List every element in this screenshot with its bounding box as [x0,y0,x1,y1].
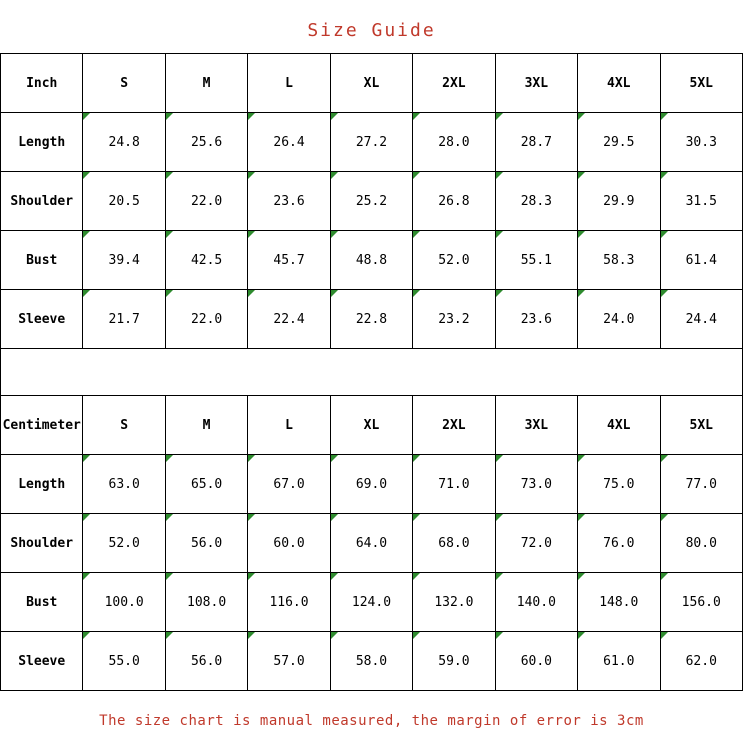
cell-inch-bust-5xl: 61.4 [660,231,743,290]
page-title: Size Guide [307,20,436,41]
row-label-shoulder: Shoulder [1,514,83,573]
cell-cm-length-2xl: 71.0 [413,455,495,514]
cell-cm-shoulder-s: 52.0 [83,514,165,573]
cell-inch-sleeve-m: 22.0 [165,290,247,349]
cell-inch-sleeve-2xl: 23.2 [413,290,495,349]
cell-cm-length-4xl: 75.0 [578,455,660,514]
cell-inch-shoulder-l: 23.6 [248,172,330,231]
row-label-length: Length [1,455,83,514]
size-header-s: S [83,396,165,455]
cell-inch-shoulder-2xl: 26.8 [413,172,495,231]
cell-cm-length-xl: 69.0 [330,455,412,514]
table-row [1,290,743,349]
table-separator [0,349,743,395]
size-table-centimeter [0,395,743,691]
cell-cm-bust-l: 116.0 [248,573,330,632]
size-header-5xl: 5XL [660,54,743,113]
size-header-m: M [165,396,247,455]
cell-cm-sleeve-xl: 58.0 [330,632,412,691]
size-header-2xl: 2XL [413,396,495,455]
unit-label-inch: Inch [1,54,83,113]
size-header-l: L [248,54,330,113]
cell-cm-bust-2xl: 132.0 [413,573,495,632]
row-label-sleeve: Sleeve [1,290,83,349]
cell-inch-bust-2xl: 52.0 [413,231,495,290]
table-row [1,514,743,573]
cell-inch-shoulder-s: 20.5 [83,172,165,231]
cell-cm-shoulder-m: 56.0 [165,514,247,573]
cell-cm-bust-m: 108.0 [165,573,247,632]
size-header-s: S [83,54,165,113]
cell-cm-sleeve-s: 55.0 [83,632,165,691]
cell-inch-bust-4xl: 58.3 [578,231,660,290]
size-header-3xl: 3XL [495,396,577,455]
cell-cm-shoulder-xl: 64.0 [330,514,412,573]
cell-cm-bust-4xl: 148.0 [578,573,660,632]
cell-inch-shoulder-m: 22.0 [165,172,247,231]
cell-cm-sleeve-5xl: 62.0 [660,632,743,691]
cell-cm-length-m: 65.0 [165,455,247,514]
table-row [1,573,743,632]
cell-inch-bust-3xl: 55.1 [495,231,577,290]
size-header-3xl: 3XL [495,54,577,113]
unit-label-centimeter: Centimeter [1,396,83,455]
cell-cm-length-3xl: 73.0 [495,455,577,514]
row-label-bust: Bust [1,573,83,632]
cell-inch-length-m: 25.6 [165,113,247,172]
cell-cm-shoulder-4xl: 76.0 [578,514,660,573]
size-table-inch [0,53,743,349]
cell-inch-length-l: 26.4 [248,113,330,172]
cell-inch-sleeve-3xl: 23.6 [495,290,577,349]
cell-inch-shoulder-5xl: 31.5 [660,172,743,231]
cell-inch-bust-l: 45.7 [248,231,330,290]
cell-inch-length-4xl: 29.5 [578,113,660,172]
cell-cm-sleeve-4xl: 61.0 [578,632,660,691]
cell-cm-sleeve-m: 56.0 [165,632,247,691]
cell-cm-length-l: 67.0 [248,455,330,514]
size-header-4xl: 4XL [578,396,660,455]
table-row [1,231,743,290]
row-label-length: Length [1,113,83,172]
size-header-xl: XL [330,54,412,113]
cell-cm-shoulder-2xl: 68.0 [413,514,495,573]
size-header-xl: XL [330,396,412,455]
cell-cm-shoulder-l: 60.0 [248,514,330,573]
size-header-4xl: 4XL [578,54,660,113]
table-row [1,113,743,172]
table-row [1,54,743,113]
cell-cm-length-5xl: 77.0 [660,455,743,514]
cell-cm-length-s: 63.0 [83,455,165,514]
cell-inch-length-3xl: 28.7 [495,113,577,172]
cell-inch-sleeve-l: 22.4 [248,290,330,349]
cell-inch-length-xl: 27.2 [330,113,412,172]
table-row [1,172,743,231]
cell-cm-sleeve-2xl: 59.0 [413,632,495,691]
table-row [1,396,743,455]
size-header-2xl: 2XL [413,54,495,113]
cell-cm-shoulder-5xl: 80.0 [660,514,743,573]
size-header-5xl: 5XL [660,396,743,455]
row-label-shoulder: Shoulder [1,172,83,231]
cell-inch-bust-m: 42.5 [165,231,247,290]
row-label-sleeve: Sleeve [1,632,83,691]
cell-inch-sleeve-4xl: 24.0 [578,290,660,349]
table-row [1,632,743,691]
cell-cm-sleeve-l: 57.0 [248,632,330,691]
cell-inch-length-s: 24.8 [83,113,165,172]
cell-inch-shoulder-4xl: 29.9 [578,172,660,231]
cell-inch-sleeve-xl: 22.8 [330,290,412,349]
cell-inch-length-5xl: 30.3 [660,113,743,172]
cell-cm-bust-3xl: 140.0 [495,573,577,632]
cell-cm-bust-xl: 124.0 [330,573,412,632]
size-header-l: L [248,396,330,455]
cell-inch-sleeve-5xl: 24.4 [660,290,743,349]
cell-inch-length-2xl: 28.0 [413,113,495,172]
row-label-bust: Bust [1,231,83,290]
cell-inch-shoulder-3xl: 28.3 [495,172,577,231]
size-header-m: M [165,54,247,113]
cell-cm-sleeve-3xl: 60.0 [495,632,577,691]
cell-cm-bust-5xl: 156.0 [660,573,743,632]
cell-inch-sleeve-s: 21.7 [83,290,165,349]
measurement-note: The size chart is manual measured, the margin of error is 3cm [99,713,644,729]
cell-inch-shoulder-xl: 25.2 [330,172,412,231]
cell-cm-bust-s: 100.0 [83,573,165,632]
table-row [1,455,743,514]
cell-inch-bust-s: 39.4 [83,231,165,290]
cell-inch-bust-xl: 48.8 [330,231,412,290]
cell-cm-shoulder-3xl: 72.0 [495,514,577,573]
